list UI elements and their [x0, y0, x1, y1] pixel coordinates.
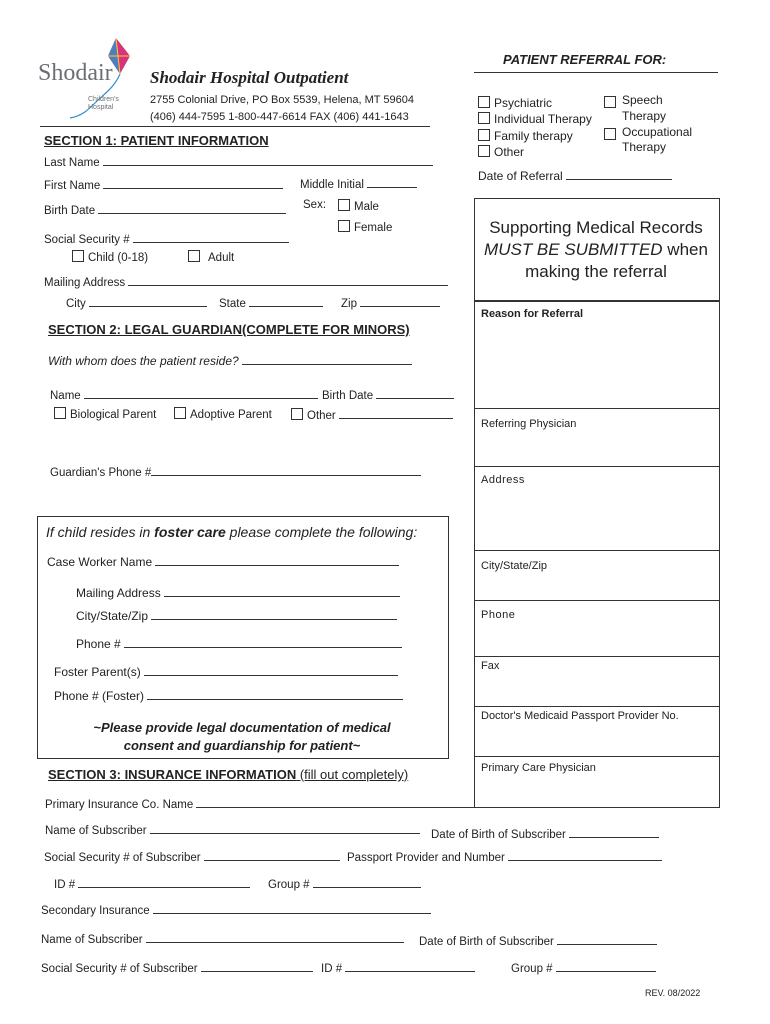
birth-date-field[interactable] [44, 202, 286, 217]
speech-checkbox[interactable] [604, 94, 620, 112]
right-info-table [474, 300, 720, 808]
mailing-address-label: Mailing Address [44, 277, 126, 289]
first-name-label: First Name [44, 180, 101, 192]
individual-therapy-checkbox[interactable] [478, 112, 490, 124]
city-label: City [66, 298, 86, 310]
section-1-title: SECTION 1: PATIENT INFORMATION [44, 133, 269, 148]
secondary-subscriber-name-field[interactable] [41, 931, 404, 946]
subscriber-ssn-label: Social Security # of Subscriber [44, 852, 201, 864]
foster-intro-pre: If child resides in [46, 524, 155, 540]
medicaid-provider-label: Doctor's Medicaid Passport Provider No. [481, 710, 679, 722]
id-label: ID # [54, 879, 76, 891]
row-divider [474, 550, 719, 551]
reside-field[interactable] [48, 353, 412, 368]
ssn-field[interactable] [44, 231, 289, 246]
referring-physician-label: Referring Physician [481, 418, 577, 430]
revision-label: REV. 08/2022 [645, 988, 701, 998]
secondary-id-label: ID # [321, 963, 343, 975]
reason-for-referral-label: Reason for Referral [481, 308, 584, 320]
speech-label-1: Speech [622, 93, 663, 107]
referral-psychiatric[interactable] [478, 96, 552, 110]
referral-rule [474, 72, 718, 73]
family-therapy-checkbox[interactable] [478, 129, 490, 141]
last-name-label: Last Name [44, 157, 100, 169]
mailing-address-field[interactable] [44, 274, 448, 289]
section-2-title: SECTION 2: LEGAL GUARDIAN(COMPLETE FOR MINORS) [48, 322, 410, 337]
header-rule [40, 126, 430, 127]
birth-date-label: Birth Date [44, 205, 96, 217]
physician-city-label: City/State/Zip [481, 560, 548, 572]
case-worker-field[interactable] [47, 554, 399, 569]
row-divider [474, 408, 719, 409]
first-name-field[interactable] [44, 177, 283, 192]
page-title: Shodair Hospital Outpatient [150, 68, 349, 87]
guardian-phone-label: Guardian's Phone # [50, 467, 152, 479]
section-3-title-suffix: (fill out completely) [299, 767, 409, 782]
city-field[interactable] [66, 295, 207, 310]
other-checkbox[interactable] [478, 145, 490, 157]
ssn-label: Social Security # [44, 234, 130, 246]
id-field[interactable] [54, 876, 250, 891]
other-label: Other [494, 145, 525, 159]
adoptive-parent-option[interactable] [174, 407, 272, 421]
adult-option[interactable] [188, 250, 234, 264]
guardian-name-label: Name [50, 390, 81, 402]
secondary-subscriber-ssn-label: Social Security # of Subscriber [41, 963, 198, 975]
sex-male-option[interactable] [338, 199, 379, 213]
physician-fax-label: Fax [481, 660, 500, 672]
referral-other[interactable] [478, 145, 524, 159]
occupational-label-2: Therapy [622, 140, 667, 154]
other-guardian-option[interactable] [291, 407, 453, 422]
logo-text: Shodair [38, 60, 113, 86]
biological-parent-option[interactable] [54, 407, 156, 421]
state-label: State [219, 298, 246, 310]
psychiatric-label: Psychiatric [494, 96, 553, 110]
female-checkbox[interactable] [338, 220, 350, 232]
foster-phone-field[interactable] [76, 636, 402, 651]
adult-label: Adult [208, 252, 235, 264]
primary-insurance-label: Primary Insurance Co. Name [45, 799, 194, 811]
referral-heading: PATIENT REFERRAL FOR: [503, 52, 667, 67]
child-label: Child (0-18) [88, 252, 149, 264]
subscriber-dob-field[interactable] [431, 826, 659, 841]
notice-line-1: Supporting Medical Records [489, 218, 703, 237]
row-divider [474, 656, 719, 657]
child-checkbox[interactable] [72, 250, 84, 262]
occupational-checkbox[interactable] [604, 126, 620, 144]
secondary-insurance-label: Secondary Insurance [41, 905, 150, 917]
date-of-referral-label: Date of Referral [478, 169, 563, 183]
primary-insurance-field[interactable] [45, 796, 474, 811]
passport-provider-field[interactable] [347, 849, 662, 864]
primary-care-physician-label: Primary Care Physician [481, 762, 596, 774]
secondary-subscriber-dob-label: Date of Birth of Subscriber [419, 936, 554, 948]
group-field[interactable] [268, 876, 421, 891]
logo-sub-1: Children's [88, 96, 119, 103]
hospital-contact: (406) 444-7595 1-800-447-6614 FAX (406) 441-1643 [150, 111, 409, 123]
case-worker-label: Case Worker Name [47, 555, 153, 569]
child-option[interactable] [72, 250, 148, 264]
adoptive-parent-label: Adoptive Parent [190, 409, 272, 421]
physician-phone-label: Phone [481, 609, 516, 621]
subscriber-ssn-field[interactable] [44, 849, 340, 864]
zip-label: Zip [341, 298, 357, 310]
foster-mailing-field[interactable] [76, 585, 400, 600]
speech-label-2: Therapy [622, 109, 667, 123]
secondary-subscriber-ssn-field[interactable] [41, 960, 313, 975]
row-divider [474, 600, 719, 601]
subscriber-dob-label: Date of Birth of Subscriber [431, 829, 566, 841]
section-3-title-text: SECTION 3: INSURANCE INFORMATION [48, 767, 297, 782]
foster-parents-field[interactable] [54, 664, 398, 679]
occupational-label-1: Occupational [622, 125, 693, 139]
foster-intro [46, 524, 417, 540]
foster-city-label: City/State/Zip [76, 609, 149, 623]
foster-phone-2-field[interactable] [54, 688, 403, 703]
date-of-referral-field[interactable] [478, 168, 672, 183]
middle-initial-label: Middle Initial [300, 179, 364, 191]
guardian-birth-date-label: Birth Date [322, 390, 374, 402]
foster-note-2: consent and guardianship for patient~ [123, 738, 361, 753]
sex-label: Sex: [303, 199, 327, 211]
passport-provider-label: Passport Provider and Number [347, 852, 505, 864]
section-3-title [48, 767, 408, 782]
psychiatric-checkbox[interactable] [478, 96, 490, 108]
secondary-subscriber-dob-field[interactable] [419, 933, 657, 948]
foster-phone-2-label: Phone # (Foster) [54, 689, 145, 703]
foster-intro-bold: foster care [154, 524, 226, 540]
family-therapy-label: Family therapy [494, 129, 573, 143]
male-label: Male [354, 201, 379, 213]
foster-phone-label: Phone # [76, 637, 121, 651]
biological-parent-checkbox[interactable] [54, 407, 66, 419]
secondary-subscriber-name-label: Name of Subscriber [41, 934, 143, 946]
zip-field[interactable] [341, 295, 440, 310]
row-divider [474, 706, 719, 707]
foster-city-field[interactable] [76, 608, 397, 623]
referral-individual[interactable] [478, 112, 592, 126]
referral-family[interactable] [478, 129, 573, 143]
state-field[interactable] [219, 295, 323, 310]
row-divider [474, 466, 719, 467]
biological-parent-label: Biological Parent [70, 409, 157, 421]
secondary-insurance-field[interactable] [41, 902, 431, 917]
middle-initial-field[interactable] [300, 176, 417, 191]
guardian-phone-field[interactable] [50, 464, 421, 479]
secondary-id-field[interactable] [321, 960, 475, 975]
female-label: Female [354, 222, 393, 234]
male-checkbox[interactable] [338, 199, 350, 211]
other-guardian-checkbox[interactable] [291, 408, 303, 420]
foster-note-1: ~Please provide legal documentation of medical [93, 720, 391, 735]
notice-line-3: making the referral [525, 262, 667, 281]
notice-line-2-rest: when [662, 240, 708, 259]
foster-mailing-label: Mailing Address [76, 586, 161, 600]
notice-line-2 [474, 240, 718, 260]
adoptive-parent-checkbox[interactable] [174, 407, 186, 419]
foster-intro-post: please complete the following: [225, 524, 418, 540]
physician-address-label: Address [481, 474, 525, 486]
individual-therapy-label: Individual Therapy [494, 112, 592, 126]
hospital-address: 2755 Colonial Drive, PO Box 5539, Helena, MT 59604 [150, 94, 414, 106]
notice-emphasis: MUST BE SUBMITTED [484, 240, 663, 259]
logo-sub-2: Hospital [88, 104, 114, 111]
adult-checkbox[interactable] [188, 250, 200, 262]
last-name-field[interactable] [44, 154, 433, 169]
subscriber-name-label: Name of Subscriber [45, 825, 147, 837]
group-label: Group # [268, 879, 310, 891]
secondary-group-label: Group # [511, 963, 553, 975]
guardian-name-field[interactable] [50, 387, 318, 402]
secondary-group-field[interactable] [511, 960, 656, 975]
foster-parents-label: Foster Parent(s) [54, 665, 141, 679]
reside-label: With whom does the patient reside? [48, 354, 239, 368]
guardian-birth-date-field[interactable] [322, 387, 454, 402]
row-divider [474, 756, 719, 757]
sex-female-option[interactable] [338, 220, 392, 234]
subscriber-name-field[interactable] [45, 822, 420, 837]
other-guardian-label: Other [307, 410, 336, 422]
